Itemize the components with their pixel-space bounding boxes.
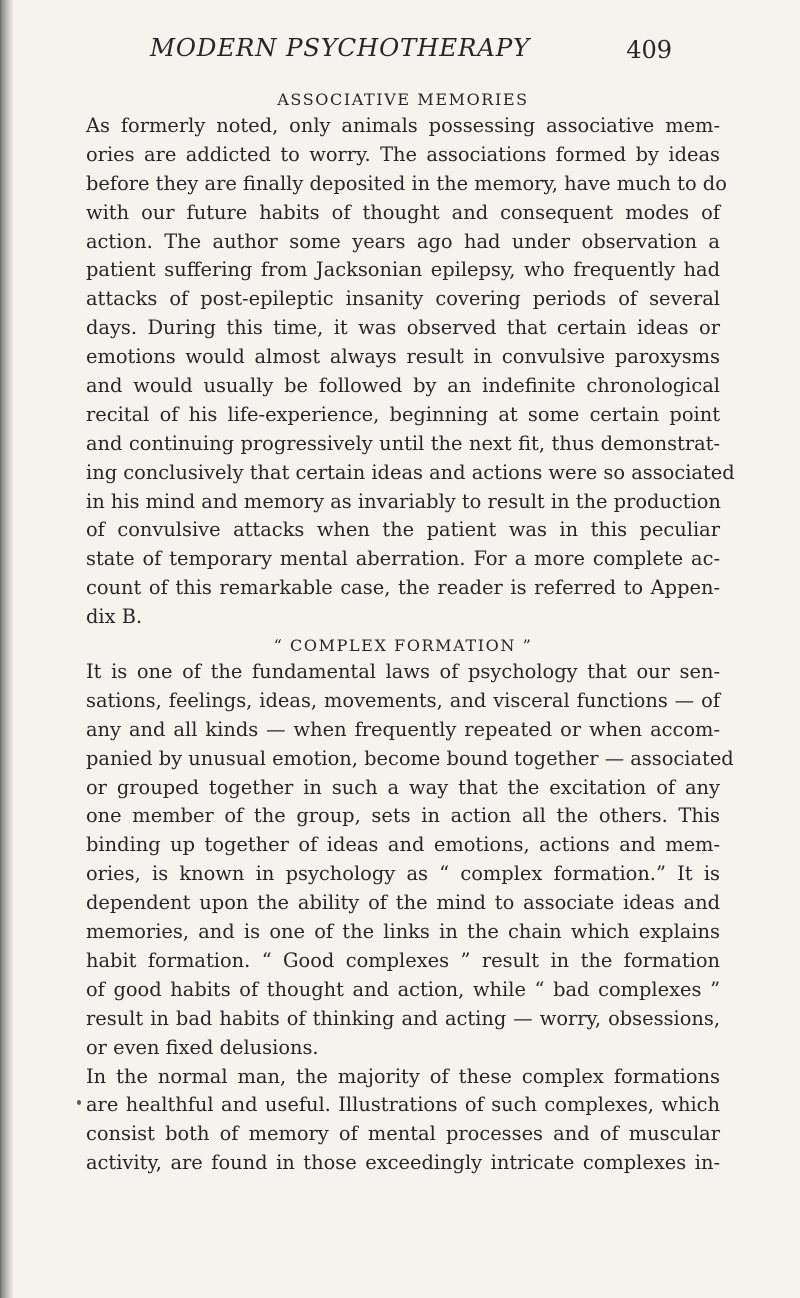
text-line: of good habits of thought and action, while “ bad complexes ” [86, 977, 720, 1001]
text-line: action. The author some years ago had under observation a [86, 229, 720, 253]
page-number: 409 [626, 36, 672, 64]
text-line: before they are finally deposited in the memory, have much to do [86, 171, 727, 195]
text-line: As formerly noted, only animals possessing associative mem- [86, 114, 720, 137]
text-line: or even fixed delusions. [86, 1035, 319, 1059]
text-line: recital of his life-experience, beginning at some certain point [86, 402, 720, 426]
text-line: dependent upon the ability of the mind to associate ideas and [86, 891, 720, 915]
paragraph-associative-memories [86, 112, 735, 632]
running-title: MODERN PSYCHOTHERAPY [150, 33, 530, 62]
text-line: consist both of memory of mental processes and of muscular [86, 1122, 720, 1146]
text-line: one member of the group, sets in action all the others. This [86, 804, 720, 828]
text-line: any and all kinds — when frequently repeated or when accom- [86, 717, 720, 741]
text-line: binding up together of ideas and emotions, actions and mem- [86, 833, 720, 857]
text-line: ories, is known in psychology as “ complex formation.” It is [86, 862, 720, 886]
section-heading-associative-memories: ASSOCIATIVE MEMORIES [277, 90, 529, 109]
text-line: activity, are found in those exceedingly intricate complexes in- [86, 1151, 720, 1175]
text-line: result in bad habits of thinking and acting — worry, obsessions, [86, 1006, 720, 1030]
text-line: are healthful and useful. Illustrations of such complexes, which [86, 1093, 720, 1117]
text-line: in his mind and memory as invariably to result in the production [86, 489, 721, 513]
text-line: It is one of the fundamental laws of psychology that our sen- [86, 660, 720, 684]
text-line: count of this remarkable case, the reader is referred to Appen- [86, 576, 720, 600]
text-line: with our future habits of thought and consequent modes of [86, 200, 720, 224]
text-line: habit formation. “ Good complexes ” result in the formation [86, 948, 720, 972]
text-line: dix B. [86, 605, 143, 629]
text-line: days. During this time, it was observed that certain ideas or [86, 316, 720, 340]
text-line: patient suffering from Jacksonian epilepsy, who frequently had [86, 258, 720, 282]
text-line: and continuing progressively until the next fit, thus demonstrat- [86, 431, 720, 455]
text-line: or grouped together in such a way that the excitation of any [86, 775, 720, 799]
text-line: and would usually be followed by an indefinite chronological [86, 374, 720, 398]
text-line: memories, and is one of the links in the chain which explains [86, 920, 720, 944]
text-line: panied by unusual emotion, become bound together — associated [86, 746, 734, 770]
text-line: of convulsive attacks when the patient was in this peculiar [86, 518, 720, 542]
section-heading-complex-formation: “ COMPLEX FORMATION ” [273, 636, 533, 656]
text-line: sations, feelings, ideas, movements, and visceral functions — of [86, 688, 720, 712]
body-text [86, 90, 735, 1178]
ink-speck [77, 1100, 81, 1105]
text-line: In the normal man, the majority of these complex formations [86, 1064, 720, 1088]
text-line: ing conclusively that certain ideas and actions were so associated [86, 460, 735, 484]
page-binding-edge [0, 0, 14, 1298]
text-line: attacks of post-epileptic insanity covering periods of several [86, 287, 720, 311]
text-line: emotions would almost always result in convulsive paroxysms [86, 345, 720, 369]
text-line: state of temporary mental aberration. For a more complete ac- [86, 547, 720, 571]
paragraph-complex-formation [86, 658, 734, 1178]
text-line: ories are addicted to worry. The associations formed by ideas [86, 142, 720, 166]
